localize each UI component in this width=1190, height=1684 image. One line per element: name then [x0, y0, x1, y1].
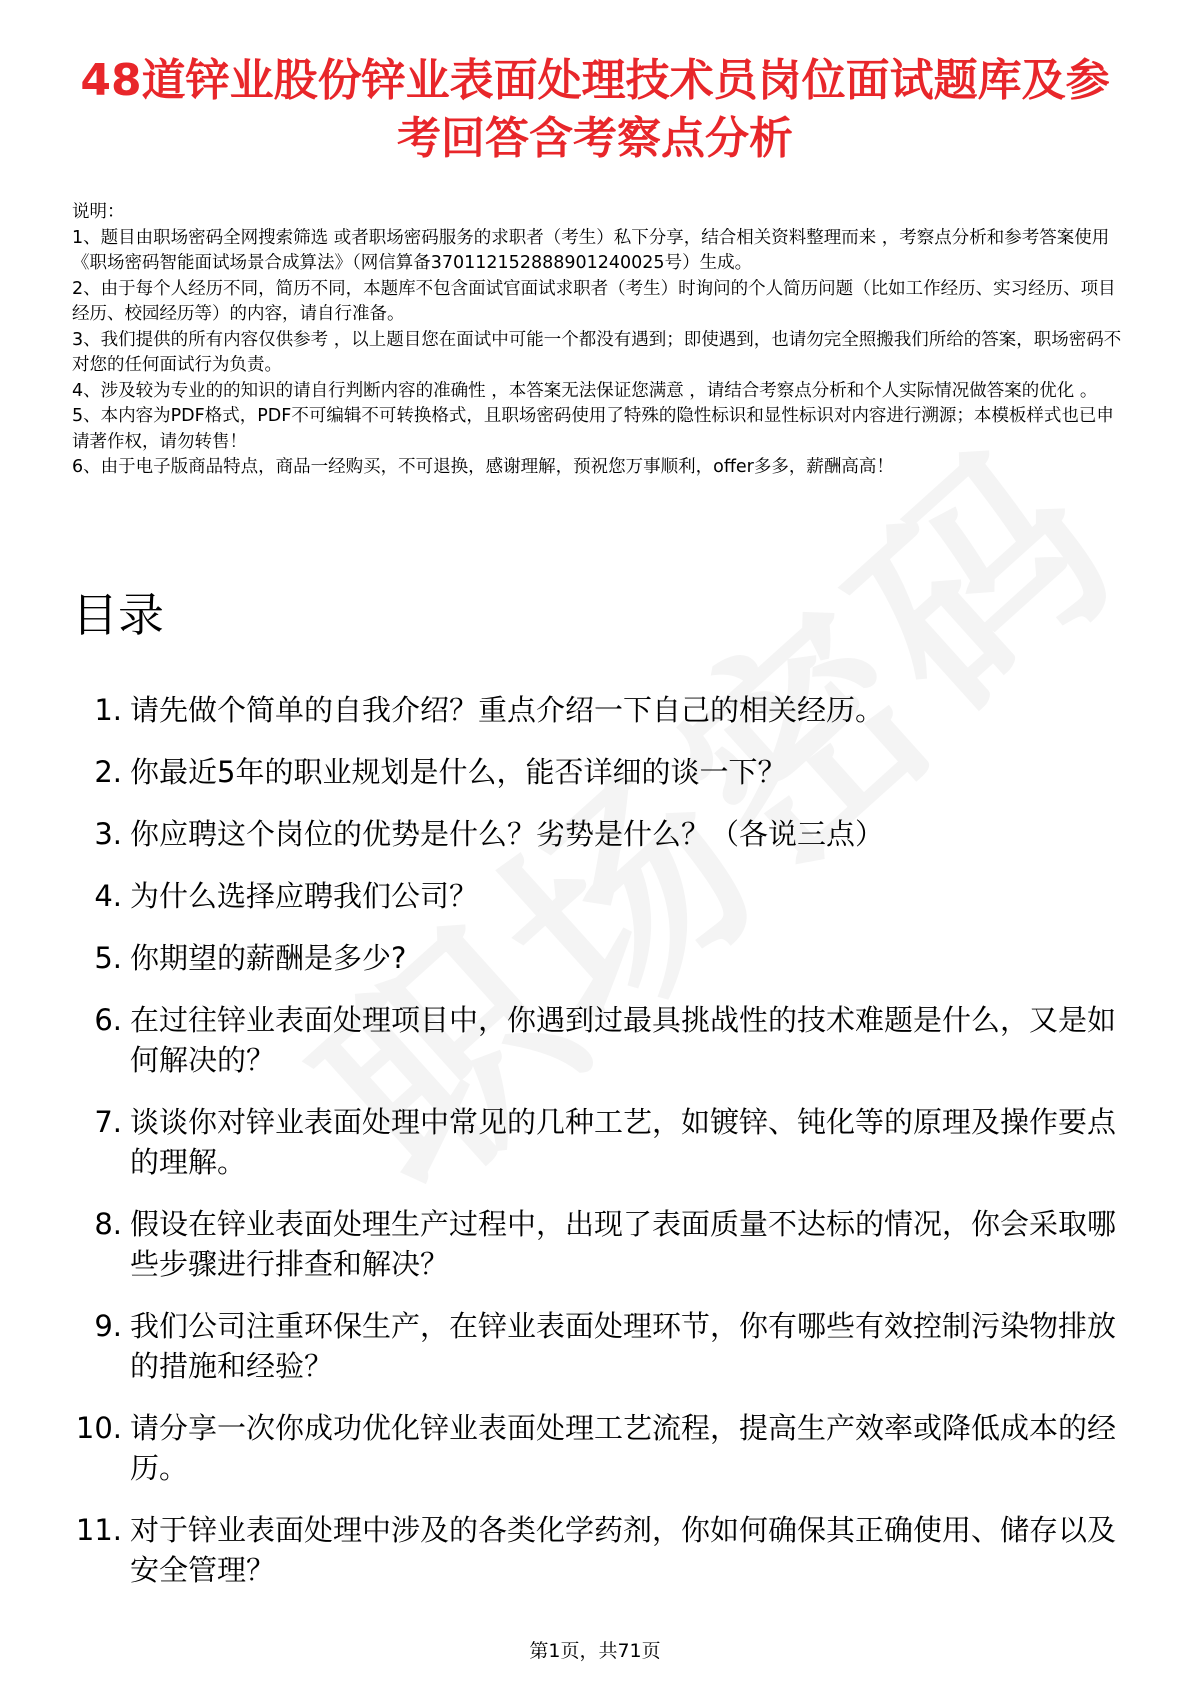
document-title: 48道锌业股份锌业表面处理技术员岗位面试题库及参考回答含考察点分析	[80, 55, 1110, 164]
notes-heading: 说明：	[72, 202, 125, 222]
toc-item-number: 5.	[94, 941, 122, 975]
toc-item-number: 10.	[75, 1411, 122, 1445]
toc-item-number: 6.	[94, 1003, 122, 1037]
toc-item-text: 假设在锌业表面处理生产过程中，出现了表面质量不达标的情况，你会采取哪些步骤进行排查和解决？	[130, 1207, 1117, 1281]
toc-item[interactable]	[72, 1306, 1132, 1386]
toc-item-text: 请先做个简单的自我介绍？重点介绍一下自己的相关经历。	[130, 693, 885, 727]
toc-item-number: 4.	[94, 879, 122, 913]
toc-item[interactable]	[72, 1102, 1132, 1182]
note-item: 5、本内容为PDF格式，PDF不可编辑不可转换格式，且职场密码使用了特殊的隐性标识和显性标识对内容进行溯源；本模板样式也已申请著作权，请勿转售！	[72, 406, 1114, 452]
toc-item[interactable]	[72, 690, 1132, 730]
toc-item-text: 对于锌业表面处理中涉及的各类化学药剂，你如何确保其正确使用、储存以及安全管理？	[130, 1513, 1117, 1587]
toc-item-number: 1.	[94, 693, 122, 727]
toc-item-text: 你期望的薪酬是多少?	[130, 941, 407, 975]
toc-item-text: 你最近5年的职业规划是什么，能否详细的谈一下？	[130, 755, 787, 789]
toc-item[interactable]	[72, 752, 1132, 792]
toc-item[interactable]	[72, 1204, 1132, 1284]
toc-item[interactable]	[72, 1408, 1132, 1488]
toc-list	[72, 690, 1132, 1612]
toc-item-text: 为什么选择应聘我们公司？	[130, 879, 479, 913]
toc-heading: 目录	[72, 588, 164, 642]
toc-item[interactable]	[72, 1510, 1132, 1590]
toc-item-number: 9.	[94, 1309, 122, 1343]
toc-item-number: 7.	[94, 1105, 122, 1139]
toc-item[interactable]	[72, 1000, 1132, 1080]
toc-item-text: 你应聘这个岗位的优势是什么？劣势是什么？（各说三点）	[130, 817, 885, 851]
page-footer: 第1页，共71页	[529, 1640, 661, 1662]
toc-item[interactable]	[72, 814, 1132, 854]
note-item: 4、涉及较为专业的的知识的请自行判断内容的准确性 ，本答案无法保证您满意 ，请结合考察点分析和个人实际情况做答案的优化 。	[72, 380, 1098, 401]
toc-item-text: 请分享一次你成功优化锌业表面处理工艺流程，提高生产效率或降低成本的经历。	[130, 1411, 1117, 1485]
toc-item-text: 在过往锌业表面处理项目中，你遇到过最具挑战性的技术难题是什么，又是如何解决的？	[130, 1003, 1117, 1077]
notes-section	[72, 200, 1122, 481]
note-item: 3、我们提供的所有内容仅供参考 ，以上题目您在面试中可能一个都没有遇到；即使遇到，也请勿完全照搬我们所给的答案，职场密码不对您的任何面试行为负责。	[72, 329, 1122, 375]
toc-item-number: 3.	[94, 817, 122, 851]
note-item: 6、由于电子版商品特点，商品一经购买，不可退换，感谢理解，预祝您万事顺利，offer多多，薪酬高高！	[72, 457, 894, 477]
note-item: 2、由于每个人经历不同，简历不同，本题库不包含面试官面试求职者（考生）时询问的个人简历问题（比如工作经历、实习经历、项目经历、校园经历等）的内容，请自行准备。	[72, 278, 1116, 324]
toc-item-text: 我们公司注重环保生产，在锌业表面处理环节，你有哪些有效控制污染物排放的措施和经验？	[130, 1309, 1117, 1383]
toc-item-number: 2.	[94, 755, 122, 789]
toc-item-text: 谈谈你对锌业表面处理中常见的几种工艺，如镀锌、钝化等的原理及操作要点的理解。	[130, 1105, 1117, 1179]
toc-item-number: 8.	[94, 1207, 122, 1241]
toc-item[interactable]	[72, 876, 1132, 916]
toc-item-number: 11.	[75, 1513, 122, 1547]
note-item: 1、题目由职场密码全网搜索筛选 或者职场密码服务的求职者（考生）私下分享，结合相关资料整理而来 ，考察点分析和参考答案使用《职场密码智能面试场景合成算法》（网信算备370112152888901240025号）生成。	[72, 227, 1110, 273]
toc-item[interactable]	[72, 938, 1132, 978]
